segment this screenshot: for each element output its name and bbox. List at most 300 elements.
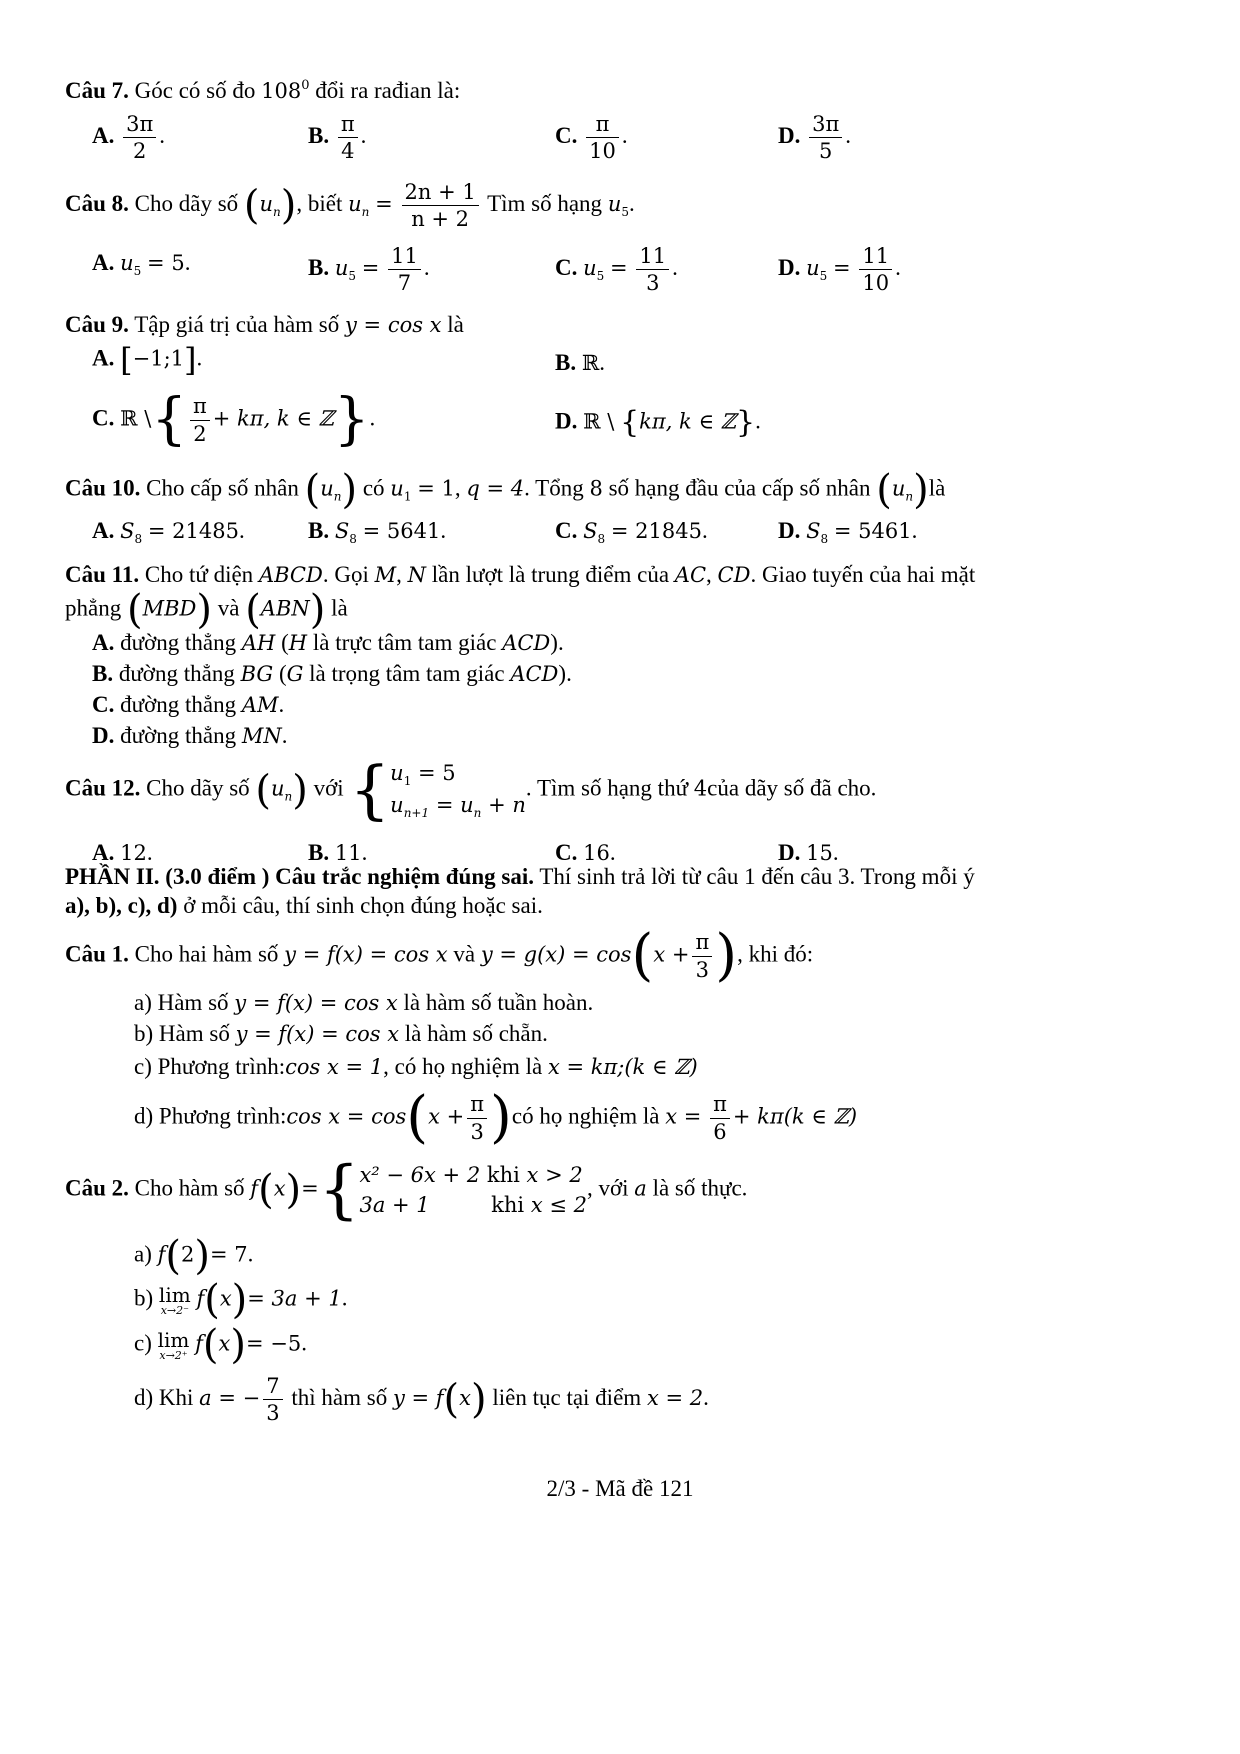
option-key: D. bbox=[778, 254, 801, 280]
math: u bbox=[271, 776, 285, 801]
math: u bbox=[891, 476, 906, 501]
brace: { bbox=[620, 405, 640, 440]
numerator: 2n + 1 bbox=[402, 180, 479, 206]
math: y = f(x) = cos x bbox=[234, 991, 398, 1015]
paren: ( bbox=[443, 1376, 460, 1423]
question-text: có bbox=[362, 475, 385, 501]
paren: ( bbox=[258, 1167, 274, 1213]
math: ℝ \ bbox=[120, 406, 152, 431]
paren: ) bbox=[471, 1376, 487, 1423]
question-text: là bbox=[331, 595, 348, 621]
math: S bbox=[583, 519, 598, 543]
limit bbox=[157, 1327, 190, 1362]
question-text: , với bbox=[586, 1175, 629, 1201]
q7-option-a: A. $\frac{3\pi}{2}$ . bbox=[92, 112, 166, 164]
fraction bbox=[586, 112, 619, 163]
question-text: Cho hàm số bbox=[134, 1175, 245, 1201]
subscript: n+1 bbox=[403, 806, 430, 821]
limit bbox=[158, 1282, 191, 1317]
question-text: và bbox=[453, 941, 476, 967]
subscript: n bbox=[273, 204, 281, 219]
math: u bbox=[390, 476, 404, 501]
math: x² − 6x + 2 bbox=[359, 1162, 481, 1187]
option-key: A. bbox=[92, 840, 115, 865]
denominator: 3 bbox=[266, 1401, 280, 1426]
question-text: lần lượt là trung điểm của bbox=[431, 562, 670, 587]
math: 3a + 1 bbox=[359, 1193, 430, 1217]
math: u bbox=[348, 191, 362, 216]
option-text: đường thẳng bbox=[118, 661, 235, 686]
part-2-heading bbox=[65, 864, 975, 890]
numerator: π bbox=[467, 1092, 487, 1118]
math: u bbox=[259, 191, 274, 216]
math: x = kπ;(k ∈ ℤ) bbox=[547, 1055, 698, 1079]
question-9 bbox=[65, 312, 464, 338]
section-text: Thí sinh trả lời từ câu 1 đến câu 3. Trong mỗi ý bbox=[539, 864, 975, 889]
paren: ) bbox=[194, 1233, 210, 1279]
question-text: Cho dãy số bbox=[146, 775, 250, 801]
paren: ) bbox=[230, 1322, 246, 1368]
math: M bbox=[374, 563, 397, 587]
statement-text: c) Phương trình: bbox=[134, 1054, 286, 1079]
question-text: và bbox=[217, 595, 240, 621]
fraction bbox=[388, 244, 421, 295]
paren: ) bbox=[231, 1277, 248, 1323]
option-key: B. bbox=[308, 518, 330, 543]
math: y = cos x bbox=[345, 313, 442, 337]
statement-text: là hàm số tuần hoàn. bbox=[403, 990, 594, 1015]
math: ACD bbox=[502, 631, 551, 655]
option-text: ). bbox=[558, 661, 572, 686]
question-text: , biết bbox=[296, 190, 343, 216]
math: x ≤ 2 bbox=[530, 1193, 587, 1217]
system-line-2 bbox=[390, 793, 526, 821]
system-line-1 bbox=[390, 761, 456, 788]
subscript: 8 bbox=[134, 532, 143, 546]
q9-option-d: D. ℝ \ {kπ, k ∈ ℤ}. bbox=[555, 405, 761, 440]
lim-word: lim bbox=[158, 1282, 191, 1307]
option-key: B. bbox=[92, 661, 114, 686]
math: MBD bbox=[142, 596, 197, 621]
fraction bbox=[636, 244, 669, 295]
brace: { bbox=[349, 753, 391, 828]
math: = bbox=[610, 255, 628, 280]
part2-question-1 bbox=[65, 923, 814, 988]
math: f bbox=[195, 1331, 203, 1356]
math: 108 bbox=[261, 79, 302, 103]
math: = 21845 bbox=[610, 519, 702, 543]
math: = 5 bbox=[147, 251, 185, 275]
subscript: 8 bbox=[820, 532, 829, 546]
denominator: 4 bbox=[341, 139, 355, 164]
paren: ( bbox=[876, 467, 892, 513]
math: x + bbox=[428, 1104, 465, 1129]
math: kπ, k ∈ ℤ bbox=[639, 409, 736, 434]
recurrence-system bbox=[390, 758, 526, 823]
math: u bbox=[607, 191, 622, 216]
math: BG bbox=[240, 662, 274, 686]
option-key: D. bbox=[778, 122, 801, 148]
p1-statement-a bbox=[134, 990, 593, 1016]
math: 15 bbox=[806, 841, 833, 865]
math: = 7 bbox=[210, 1242, 248, 1267]
option-text: là trực tâm tam giác bbox=[312, 630, 497, 655]
math: x bbox=[219, 1286, 232, 1311]
math: = 1 bbox=[417, 476, 455, 501]
subscript: n bbox=[905, 489, 914, 504]
math: u bbox=[334, 255, 349, 280]
math: a bbox=[634, 1176, 647, 1201]
math: x + bbox=[653, 942, 690, 967]
option-key: C. bbox=[92, 692, 115, 717]
p1-statement-d bbox=[134, 1085, 858, 1150]
fraction bbox=[123, 112, 156, 163]
lim-subscript: x→2⁺ bbox=[159, 1348, 188, 1362]
question-text: . Tìm số hạng thứ bbox=[525, 775, 689, 801]
math: 12 bbox=[120, 841, 147, 865]
math: khi bbox=[486, 1162, 520, 1187]
question-11-line2 bbox=[65, 587, 348, 633]
q7-option-c: C. $\frac{\pi}{10}$ . bbox=[555, 112, 628, 164]
math: AM bbox=[241, 693, 279, 717]
math: H bbox=[288, 631, 308, 655]
option-key: C. bbox=[555, 840, 578, 865]
math: = bbox=[301, 1176, 319, 1201]
denominator: 2 bbox=[193, 421, 207, 446]
q10-option-c: C. $S_8 = 21845$. bbox=[555, 518, 708, 546]
math: ABCD bbox=[258, 563, 323, 587]
question-text: Cho hai hàm số bbox=[134, 941, 279, 967]
brace: { bbox=[318, 1153, 360, 1227]
fraction bbox=[809, 112, 842, 163]
q8-option-d: D. $u_5$ = $\frac{11}{10}$ . bbox=[778, 244, 901, 296]
option-text: là trọng tâm tam giác bbox=[309, 661, 505, 686]
q7-option-d: D. $\frac{3\pi}{5}$ . bbox=[778, 112, 852, 164]
section-text: ở mỗi câu, thí sinh chọn đúng hoặc sai. bbox=[183, 893, 543, 918]
math: = bbox=[375, 191, 393, 216]
q10-option-d: D. $S_8 = 5461$. bbox=[778, 518, 918, 546]
q9-option-c: C. ℝ \{ $\frac{\pi}{2}$ + kπ, k ∈ ℤ}. bbox=[92, 387, 376, 452]
math: u bbox=[583, 255, 597, 280]
question-11: Câu 11. Cho tứ diện ABCD. Gọi M, N lần lượt là trung điểm của AC, CD. Giao tuyến của hai mặt bbox=[65, 562, 976, 587]
math: cos x = 1 bbox=[285, 1055, 384, 1079]
q8-option-b: B. $u_5$ = $\frac{11}{7}$ . bbox=[308, 244, 430, 296]
subscript: 1 bbox=[403, 774, 412, 788]
statement-text: thì hàm số bbox=[291, 1384, 388, 1410]
math: AC bbox=[674, 563, 707, 587]
q8-option-c: C. $u_5$ = $\frac{11}{3}$ . bbox=[555, 244, 678, 296]
question-text: . Gọi bbox=[322, 562, 369, 587]
math: ACD bbox=[510, 662, 559, 686]
statement-text: b) bbox=[134, 1285, 154, 1311]
math: x > 2 bbox=[526, 1162, 583, 1187]
subscript: 8 bbox=[349, 532, 357, 546]
math: = bbox=[833, 255, 851, 280]
option-key: D. bbox=[92, 723, 115, 748]
denominator: 2 bbox=[133, 139, 147, 164]
option-text: đường thẳng bbox=[120, 630, 237, 655]
option-text: đường thẳng bbox=[120, 723, 237, 748]
statement-text: d) Khi bbox=[134, 1384, 194, 1410]
numerator: 11 bbox=[859, 244, 892, 270]
lim-subscript: x→2⁻ bbox=[160, 1303, 189, 1317]
numerator: π bbox=[692, 930, 712, 956]
p2-statement-a: a) f(2)= 7. bbox=[134, 1233, 254, 1279]
math: −1;1 bbox=[132, 346, 185, 371]
math: S bbox=[806, 519, 821, 543]
math: x bbox=[218, 1331, 231, 1356]
question-text: phẳng bbox=[65, 595, 122, 621]
option-text: ( bbox=[281, 630, 289, 655]
fraction bbox=[710, 1092, 730, 1143]
paren: ( bbox=[204, 1277, 220, 1323]
question-text: , khi đó: bbox=[737, 941, 814, 967]
numerator: π bbox=[586, 112, 619, 138]
option-text: ( bbox=[278, 661, 287, 686]
q11-option-a bbox=[92, 630, 564, 656]
question-label: Câu 11. bbox=[65, 562, 140, 587]
math: u bbox=[390, 761, 404, 785]
question-text: là bbox=[447, 312, 464, 337]
question-text: là số thực. bbox=[652, 1175, 748, 1201]
fraction bbox=[402, 180, 479, 231]
question-8: Câu 8. Cho dãy số $(u_n)$, biết $u_n$ = $\frac{2n + 1}{n + 2}$ Tìm số hạng $u_5$. bbox=[65, 180, 635, 232]
math: ℝ bbox=[581, 351, 600, 375]
math: y = f bbox=[392, 1385, 444, 1410]
paren: ( bbox=[165, 1233, 182, 1279]
brace: } bbox=[736, 405, 756, 440]
statement-text: a) Hàm số bbox=[134, 990, 229, 1015]
subscript: n bbox=[284, 789, 293, 804]
statement-text: b) Hàm số bbox=[134, 1021, 230, 1046]
statement-text: là hàm số chẵn. bbox=[404, 1021, 548, 1046]
question-label: Câu 8. bbox=[65, 190, 129, 216]
subscript: 5 bbox=[819, 268, 828, 283]
math: x bbox=[273, 1176, 286, 1201]
part2-question-2 bbox=[65, 1153, 748, 1227]
fraction bbox=[692, 930, 712, 981]
denominator: 5 bbox=[819, 139, 833, 164]
math: G bbox=[286, 662, 304, 686]
fraction bbox=[263, 1374, 282, 1425]
denominator: 7 bbox=[397, 271, 412, 296]
option-text: ). bbox=[550, 630, 564, 655]
math: u bbox=[460, 793, 474, 818]
q9-option-a: A. [−1;1]. bbox=[92, 341, 203, 379]
page-number: 2/3 - Mã đề 121 bbox=[546, 1476, 694, 1501]
option-key: B. bbox=[308, 254, 330, 280]
p2-statement-b: b) lim x→2⁻ f(x)= 3a + 1. bbox=[134, 1277, 348, 1323]
numerator: π bbox=[338, 112, 358, 138]
math: N bbox=[407, 563, 426, 587]
p2-statement-c: c) lim x→2⁺ f(x)= −5. bbox=[134, 1322, 307, 1368]
subscript: n bbox=[361, 204, 370, 219]
option-text: đường thẳng bbox=[120, 692, 237, 717]
q11-option-c: C. đường thẳng AM. bbox=[92, 692, 285, 717]
q11-option-b bbox=[92, 661, 572, 687]
math: = 5641 bbox=[362, 519, 441, 543]
subscript: 1 bbox=[403, 489, 412, 504]
math: 16 bbox=[583, 841, 610, 865]
denominator: 3 bbox=[470, 1119, 484, 1144]
question-text: là bbox=[928, 475, 946, 501]
math: khi bbox=[491, 1193, 525, 1217]
paren: ( bbox=[243, 182, 260, 229]
option-key: C. bbox=[92, 405, 115, 431]
paren: ) bbox=[292, 767, 308, 814]
math: u bbox=[806, 255, 820, 280]
question-label: Câu 7. bbox=[65, 78, 129, 103]
q12-option-d: D. 15. bbox=[778, 840, 839, 865]
question-label: Câu 10. bbox=[65, 475, 141, 501]
subscript: 5 bbox=[348, 268, 357, 283]
math: u bbox=[120, 251, 134, 275]
bracket: [ bbox=[120, 341, 133, 379]
denominator: 10 bbox=[589, 139, 616, 164]
bracket: ] bbox=[184, 341, 197, 379]
math: y = g(x) = cos bbox=[480, 942, 632, 967]
math: = 5461 bbox=[833, 519, 912, 543]
option-key: A. bbox=[92, 518, 115, 543]
math: y = f(x) = cos x bbox=[284, 942, 448, 967]
numerator: 7 bbox=[263, 1374, 282, 1400]
subscript: 5 bbox=[133, 264, 142, 278]
p1-statement-b bbox=[134, 1021, 548, 1047]
numerator: π bbox=[190, 394, 210, 420]
question-7 bbox=[65, 78, 460, 104]
q10-option-a: A. $S_8 = 21485$. bbox=[92, 518, 245, 546]
math: f bbox=[196, 1286, 205, 1311]
math: q = 4 bbox=[466, 476, 525, 501]
math: = bbox=[435, 793, 454, 818]
question-text: . Tổng bbox=[524, 475, 584, 501]
math: ABN bbox=[260, 596, 310, 621]
fraction bbox=[190, 394, 210, 445]
question-label: Câu 12. bbox=[65, 775, 141, 801]
fraction bbox=[467, 1092, 487, 1143]
part-2-heading-line2 bbox=[65, 893, 543, 919]
math: = −5 bbox=[245, 1331, 302, 1356]
math: y = f(x) = cos x bbox=[235, 1022, 400, 1046]
q12-option-b: B. 11. bbox=[308, 840, 368, 865]
denominator: 10 bbox=[862, 271, 890, 296]
question-text: với bbox=[313, 775, 344, 801]
numerator: 11 bbox=[636, 244, 669, 270]
option-key: B. bbox=[308, 122, 330, 148]
option-key: B. bbox=[555, 350, 577, 375]
question-label: Câu 1. bbox=[65, 941, 129, 967]
math: 4 bbox=[693, 776, 708, 801]
paren: ) bbox=[196, 587, 212, 633]
numerator: π bbox=[710, 1092, 730, 1118]
question-text: . Giao tuyến của hai mặt bbox=[750, 562, 976, 587]
math: x bbox=[459, 1385, 471, 1410]
question-text: của dãy số đã cho. bbox=[707, 775, 877, 801]
paren: ) bbox=[913, 467, 929, 513]
denominator: 3 bbox=[646, 271, 660, 296]
question-text: số hạng đầu của cấp số nhân bbox=[608, 475, 871, 501]
statement-text: a) bbox=[134, 1241, 152, 1267]
option-key: A. bbox=[92, 345, 115, 371]
denominator: 3 bbox=[695, 957, 710, 982]
section-heading: PHẦN II. (3.0 điểm ) Câu trắc nghiệm đúng sai. bbox=[65, 864, 534, 889]
option-key: A. bbox=[92, 250, 115, 275]
option-key: C. bbox=[555, 122, 578, 148]
option-key: D. bbox=[778, 840, 801, 865]
math: AH bbox=[241, 631, 276, 655]
paren: ( bbox=[406, 1085, 429, 1150]
fraction bbox=[338, 112, 358, 163]
denominator: 6 bbox=[713, 1119, 727, 1144]
statement-text: có họ nghiệm là bbox=[511, 1103, 660, 1129]
subscript: 5 bbox=[621, 204, 629, 219]
paren: ) bbox=[715, 923, 738, 988]
paren: ( bbox=[255, 767, 272, 814]
paren: ) bbox=[280, 182, 297, 229]
q12-option-c: C. 16. bbox=[555, 840, 616, 865]
math: x = 2 bbox=[646, 1385, 704, 1410]
p1-statement-c bbox=[134, 1054, 698, 1080]
question-text: Tìm số hạng bbox=[487, 190, 603, 216]
math: S bbox=[334, 519, 350, 543]
degree: 0 bbox=[301, 78, 310, 93]
math: 2 bbox=[181, 1242, 195, 1267]
paren: ) bbox=[490, 1085, 512, 1150]
math: = 3a + 1 bbox=[247, 1286, 342, 1311]
subscript: 8 bbox=[597, 532, 606, 546]
paren: ) bbox=[309, 587, 326, 633]
numerator: 3π bbox=[809, 112, 842, 138]
paren: ) bbox=[285, 1167, 302, 1213]
paren: ( bbox=[126, 587, 143, 633]
brace: { bbox=[151, 387, 187, 452]
math: ℝ \ bbox=[583, 409, 615, 434]
subscript: n bbox=[333, 489, 342, 504]
math: MN bbox=[241, 724, 282, 748]
math: a = − bbox=[199, 1385, 261, 1410]
math: f bbox=[157, 1242, 166, 1267]
numerator: 3π bbox=[123, 112, 156, 138]
page-footer bbox=[0, 1476, 1240, 1502]
piecewise-system bbox=[359, 1160, 587, 1221]
numerator: 11 bbox=[388, 244, 421, 270]
statement-text: , có họ nghiệm là bbox=[383, 1054, 543, 1079]
q7-option-b: B. $\frac{\pi}{4}$ . bbox=[308, 112, 367, 164]
q12-option-a: A. 12. bbox=[92, 840, 153, 865]
math: + kπ, k ∈ ℤ bbox=[212, 406, 334, 431]
question-text: Tập giá trị của hàm số bbox=[134, 312, 340, 337]
math: = bbox=[361, 255, 380, 280]
math: + kπ(k ∈ ℤ) bbox=[732, 1104, 858, 1129]
option-key: A. bbox=[92, 630, 115, 655]
piece-1 bbox=[359, 1163, 582, 1187]
question-label: Câu 9. bbox=[65, 312, 129, 337]
math: + n bbox=[488, 793, 526, 818]
option-key: D. bbox=[778, 518, 801, 543]
fraction bbox=[859, 244, 892, 295]
statement-text: c) bbox=[134, 1330, 152, 1356]
option-key: B. bbox=[308, 840, 330, 865]
statement-text: d) Phương trình: bbox=[134, 1103, 287, 1129]
lim-word: lim bbox=[157, 1327, 190, 1352]
math: CD bbox=[717, 563, 751, 587]
piece-2 bbox=[359, 1193, 587, 1217]
math: f bbox=[250, 1176, 259, 1201]
statement-text: liên tục tại điểm bbox=[492, 1384, 642, 1410]
paren: ( bbox=[631, 923, 654, 988]
question-12 bbox=[65, 753, 877, 828]
option-key: C. bbox=[555, 254, 578, 280]
